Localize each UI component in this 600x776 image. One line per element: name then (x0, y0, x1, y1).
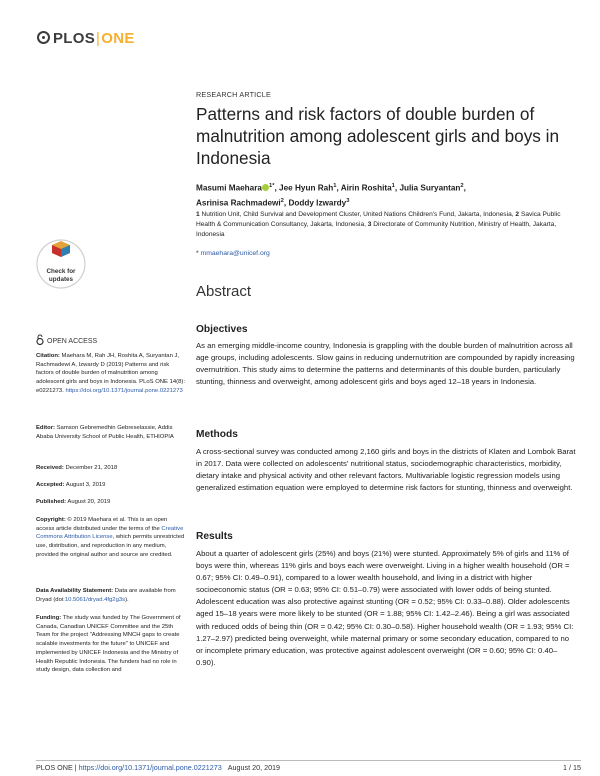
affiliation-text: Savica Public Health & Communication Consultancy, Jakarta, Indonesia, (196, 211, 561, 228)
open-access-badge (36, 334, 97, 345)
copyright-label: Copyright: (36, 517, 66, 523)
article-type: RESEARCH ARTICLE (196, 90, 271, 99)
editor-block (36, 424, 186, 441)
orcid-icon[interactable] (262, 184, 269, 191)
data-availability-block (36, 587, 186, 604)
journal-name-right: ONE (101, 30, 135, 47)
affiliations (196, 210, 576, 240)
published-label: Published: (36, 499, 67, 505)
page-footer (36, 763, 280, 772)
author-name[interactable]: Masumi Maehara (196, 183, 262, 193)
footer-date: August 20, 2019 (227, 763, 281, 772)
results-text: About a quarter of adolescent girls (25%) and boys (21%) were stunted. Approximately 5% of girls and 11% of boys were thin, whereas 11% girls and boys each were overweight. Living in a higher wealth household (OR = 0.67; 95% CI: 0.49–0.91), compared to a lower wealth household, and living in a district with higher socioeconomic status (OR = 0.63; 95% CI: 0.51–0.79) were associated with lower odds of being stunted. Adolescent education was also protective against stunting (OR = 0.52; 95% CI: 0.33–0.88). Older adolescents aged 15–18 years were more likely to be stunted (OR = 1.88; 95% CI: 1.42–2.46). Being a girl was associated with reduced odds of being thin (OR = 0.42; 95% CI: 0.30–0.58). Higher household wealth (OR = 1.93; 95% CI: 1.27–2.97) predicted being overweight, while maternal primary or some secondary education, compared to no or incomplete primary education, was protective against adolescent overweight (OR = 0.60; 95% CI: 0.40–0.90). (196, 549, 574, 667)
footer-divider (36, 760, 581, 761)
editor-text: Samson Gebremedhin Gebreselassie, Addis Ababa University School of Public Health, ETHIOPIA (36, 425, 174, 440)
citation-label: Citation: (36, 353, 60, 359)
copyright-text-2: , which permits unrestricted use, distribution, and reproduction in any medium, provided the original author and source are credited. (36, 534, 185, 558)
funding-text: The study was funded by The Government of Canada, Canadian UNICEF Committee and the 25th Team for the project "Addressing MNCH gaps to create scalable investments for the future" to UNICEF and implemented by UNICEF Indonesia and the Ministry of Health Republic Indonesia. The funders had no role in study design, data collection and (36, 615, 181, 674)
affiliation-text: Directorate of Community Nutrition, Ministry of Health, Jakarta, Indonesia (196, 221, 557, 238)
citation-doi-link[interactable]: https://doi.org/10.1371/journal.pone.0221273 (65, 387, 183, 394)
published-block (36, 498, 186, 507)
results-heading: Results (196, 531, 233, 542)
page-number: 1 / 15 (563, 763, 581, 772)
accepted-date: August 3, 2019 (65, 482, 106, 488)
footer-separator: | (74, 763, 77, 772)
check-updates-line1: Check for (46, 268, 76, 275)
editor-label: Editor: (36, 425, 55, 431)
journal-name-left: PLOS (53, 30, 96, 47)
accepted-block (36, 481, 186, 490)
plos-logo-icon (37, 31, 50, 44)
funding-block (36, 614, 186, 675)
author-affil-sup: 1 (333, 183, 337, 189)
abstract-heading: Abstract (196, 283, 252, 300)
citation-text: Maehara M, Rah JH, Roshita A, Suryantan J, Rachmadewi A, Izwardy D (2019) Patterns and risk factors of double burden of malnutrition among adolescent girls and boys in Indonesia. PLoS ONE 14(8): e0221273. (36, 353, 185, 394)
citation-block (36, 352, 186, 396)
email-link[interactable]: mmaehara@unicef.org (200, 250, 270, 257)
affiliation-number: 3 (367, 221, 372, 228)
objectives-heading: Objectives (196, 324, 248, 335)
article-title: Patterns and risk factors of double burden of malnutrition among adolescent girls and boys in Indonesia (196, 104, 560, 168)
journal-separator: | (96, 30, 101, 47)
data-availability-label: Data Availability Statement: (36, 588, 114, 594)
corresponding-email (196, 250, 270, 257)
author-affil-sup: 1 (391, 183, 395, 189)
funding-label: Funding: (36, 615, 62, 621)
data-availability-text: Data are available from Dryad (doi: (36, 588, 176, 603)
received-block (36, 464, 186, 473)
published-date: August 20, 2019 (67, 499, 111, 505)
objectives-text: As an emerging middle-income country, Indonesia is grappling with the double burden of malnutrition across all age groups, including adolescents. Slow gains in reducing undernutrition are compounded by rapidly increasing overnutrition. This study aims to determine the patterns and determinants of this double burden, particularly stunting, thinness and overweight, among adolescent girls and boys aged 12–18 years in Indonesia. (196, 341, 575, 387)
data-availability-text-2: ). (125, 596, 129, 603)
author-affil-sup: 1 (268, 183, 273, 189)
journal-logo[interactable] (37, 30, 135, 47)
received-label: Received: (36, 465, 64, 471)
methods-text: A cross-sectional survey was conducted among 2,160 girls and boys in the districts of Klaten and Lombok Barat in 2017. Data were collected on adolescents' nutritional status, sociodemographic characteristics, morbidity, dietary intake and physical activity and other relevant factors. Multivariable logistic regression models using generalized estimation equation were employed to determine risk factors for stunting, thinness and overweight. (196, 447, 576, 493)
author-name[interactable]: Asrinisa Rachmadewi (196, 198, 281, 208)
author-affil-sup: 2 (460, 183, 464, 189)
corresponding-mark: * (272, 183, 275, 189)
received-date: December 21, 2018 (65, 465, 118, 471)
dryad-doi-link[interactable]: 10.5061/dryad.4fg2g3s (64, 596, 126, 603)
footer-journal: PLOS ONE (36, 763, 73, 772)
affiliation-text: Nutrition Unit, Child Survival and Development Cluster, United Nations Children's Fund, Jakarta, Indonesia, (201, 211, 514, 218)
affiliation-number: 2 (515, 211, 520, 218)
copyright-text: © 2019 Maehara et al. This is an open access article distributed under the terms of the (36, 517, 168, 532)
license-link[interactable]: Creative Commons Attribution License (36, 525, 184, 541)
footer-doi-link[interactable]: https://doi.org/10.1371/journal.pone.0221273 (78, 763, 222, 772)
author-name[interactable]: Julia Suryantan (399, 183, 461, 193)
affiliation-number: 1 (196, 211, 200, 218)
author-affil-sup: 2 (280, 198, 284, 205)
author-name[interactable]: Doddy Izwardy (288, 198, 347, 208)
author-affil-sup: 3 (346, 198, 350, 205)
author-list: Masumi Maehara $^{1*}$, Jee Hyun Rah$^1$, Airin Roshita$^1$, Julia Suryantan$^2$, Asrinisa Rachmadewi$^2$, Doddy Izwardy$^3$ (196, 183, 466, 208)
check-for-updates-label[interactable] (38, 268, 84, 283)
accepted-label: Accepted: (36, 482, 65, 488)
open-access-label: OPEN ACCESS (47, 338, 98, 345)
copyright-block (36, 516, 186, 560)
check-for-updates-icon[interactable] (36, 239, 86, 291)
author-name[interactable]: Jee Hyun Rah (279, 183, 334, 193)
methods-heading: Methods (196, 429, 238, 440)
author-name[interactable]: Airin Roshita (340, 183, 392, 193)
check-updates-line2: updates (48, 275, 74, 283)
email-prefix: * (196, 250, 199, 257)
open-lock-icon (36, 334, 44, 345)
